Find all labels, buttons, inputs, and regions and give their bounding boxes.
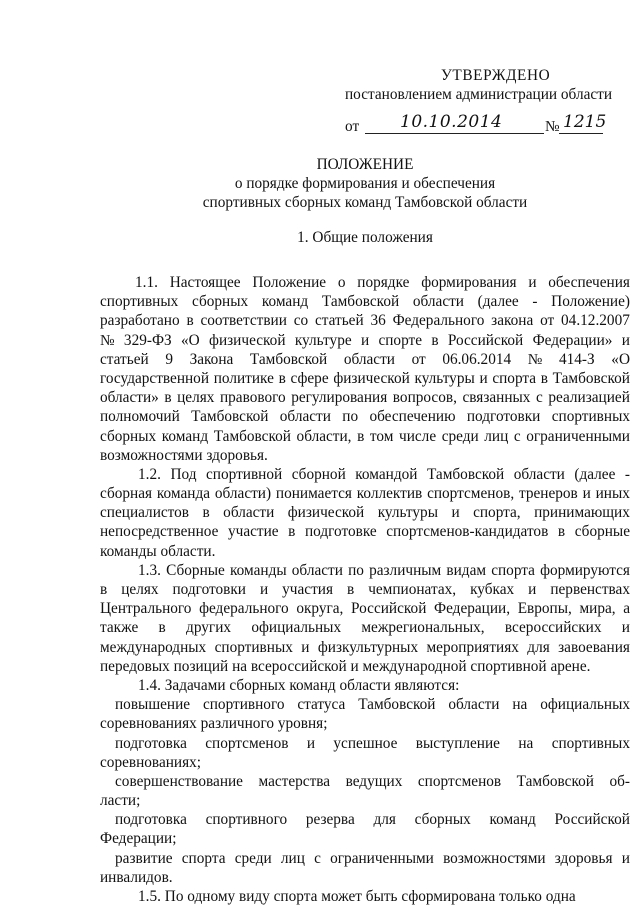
- text-line: 1.2. Под спортивной сборной командой Тамбовской области (далее -: [138, 465, 630, 483]
- text-line: разработано в соответствии со статьей 36 Федерального закона от 04.12.2007: [100, 312, 630, 330]
- document-subtitle-line2: спортивных сборных команд Тамбовской области: [202, 194, 528, 211]
- text-line: в целях подготовки и участия в чемпионатах, кубках и первенствах: [100, 581, 630, 598]
- text-line: ласти;: [100, 792, 141, 810]
- text-line: 1.3. Сборные команды области по различным видам спорта формируются: [138, 561, 630, 579]
- number-label: №: [545, 118, 560, 135]
- text-line: 1.1. Настоящее Положение о порядке формирования и обеспечения: [135, 274, 630, 291]
- text-line: сборная команда области) понимается коллектив спортсменов, тренеров и иных: [100, 485, 630, 503]
- ot-label: от: [345, 118, 360, 135]
- task-item: [100, 810, 630, 848]
- text-line: Центрального федерального округа, Российской Федерации, Европы, мира, а: [100, 600, 630, 618]
- text-line: непосредственное участие в подготовке спортсменов-кандидатов в сборные: [100, 523, 630, 541]
- text-line: Федерации;: [100, 830, 177, 848]
- approved-subtitle: постановлением администрации области: [345, 86, 613, 103]
- paragraph-1-4: 1.4. Задачами сборных команд области являются:: [138, 676, 460, 694]
- text-line: сборных команд Тамбовской области, в том числе среди лиц с ограниченными: [100, 427, 630, 445]
- text-line: совершенствование мастерства ведущих спортсменов Тамбовской об-: [115, 772, 630, 790]
- task-item: [100, 772, 630, 810]
- text-line: подготовка спортивного резерва для сборных команд Российской: [115, 811, 630, 829]
- text-line: передовых позиций на всероссийской и международной спортивной арене.: [100, 657, 591, 675]
- document-subtitle-line1: о порядке формирования и обеспечения: [234, 175, 496, 192]
- section-heading: 1. Общие положения: [297, 229, 433, 246]
- text-line: статьей 9 Закона Тамбовской области от 06.06.2014 № 414-З «О: [100, 350, 630, 368]
- text-line: повышение спортивного статуса Тамбовской области на официальных: [115, 696, 630, 714]
- text-line: международных спортивных и физкультурных мероприятиях для завоевания: [100, 638, 630, 656]
- text-line: также в других официальных межрегиональных, всероссийских и: [100, 619, 630, 637]
- task-item: [100, 734, 630, 772]
- text-line: спортивных сборных команд Тамбовской области (далее - Положение): [100, 293, 630, 311]
- approval-date-row: [345, 112, 615, 139]
- paragraph-1-5: 1.5. По одному виду спорта может быть сформирована только одна: [138, 888, 576, 906]
- paragraph-1-2: [100, 465, 630, 561]
- text-line: соревнованиях различного уровня;: [100, 715, 328, 733]
- task-item: [100, 695, 630, 733]
- approved-title: УТВЕРЖДЕНО: [441, 67, 551, 84]
- text-line: подготовка спортсменов и успешное выступление на спортивных: [115, 734, 630, 752]
- text-line: специалистов в области физической культуры и спорта, принимающих: [100, 504, 630, 522]
- task-item: [100, 849, 630, 887]
- text-line: государственной политике в сфере физической культуры и спорта в Тамбовской: [100, 369, 630, 387]
- text-line: № 329-ФЗ «О физической культуре и спорте в Российской Федерации» и: [100, 331, 630, 349]
- approval-date: 10.10.2014: [400, 112, 503, 132]
- text-line: развитие спорта среди лиц с ограниченными возможностями здоровья и: [115, 849, 630, 867]
- text-line: полномочий Тамбовской области по обеспечению подготовки спортивных: [100, 408, 630, 426]
- document-title: ПОЛОЖЕНИЕ: [316, 156, 414, 173]
- approval-number: 1215: [563, 112, 607, 132]
- document-body: [100, 273, 630, 906]
- task-list: [100, 695, 630, 887]
- text-line: команды области.: [100, 542, 216, 560]
- paragraph-1-3: [100, 561, 630, 676]
- paragraph-1-1: [100, 273, 630, 465]
- date-underline: [365, 133, 544, 134]
- text-line: инвалидов.: [100, 868, 173, 886]
- text-line: области» в целях правового регулирования вопросов, связанных с реализацией: [100, 389, 630, 407]
- number-underline: [559, 133, 603, 134]
- text-line: возможностями здоровья.: [100, 446, 268, 464]
- text-line: соревнованиях;: [100, 753, 202, 771]
